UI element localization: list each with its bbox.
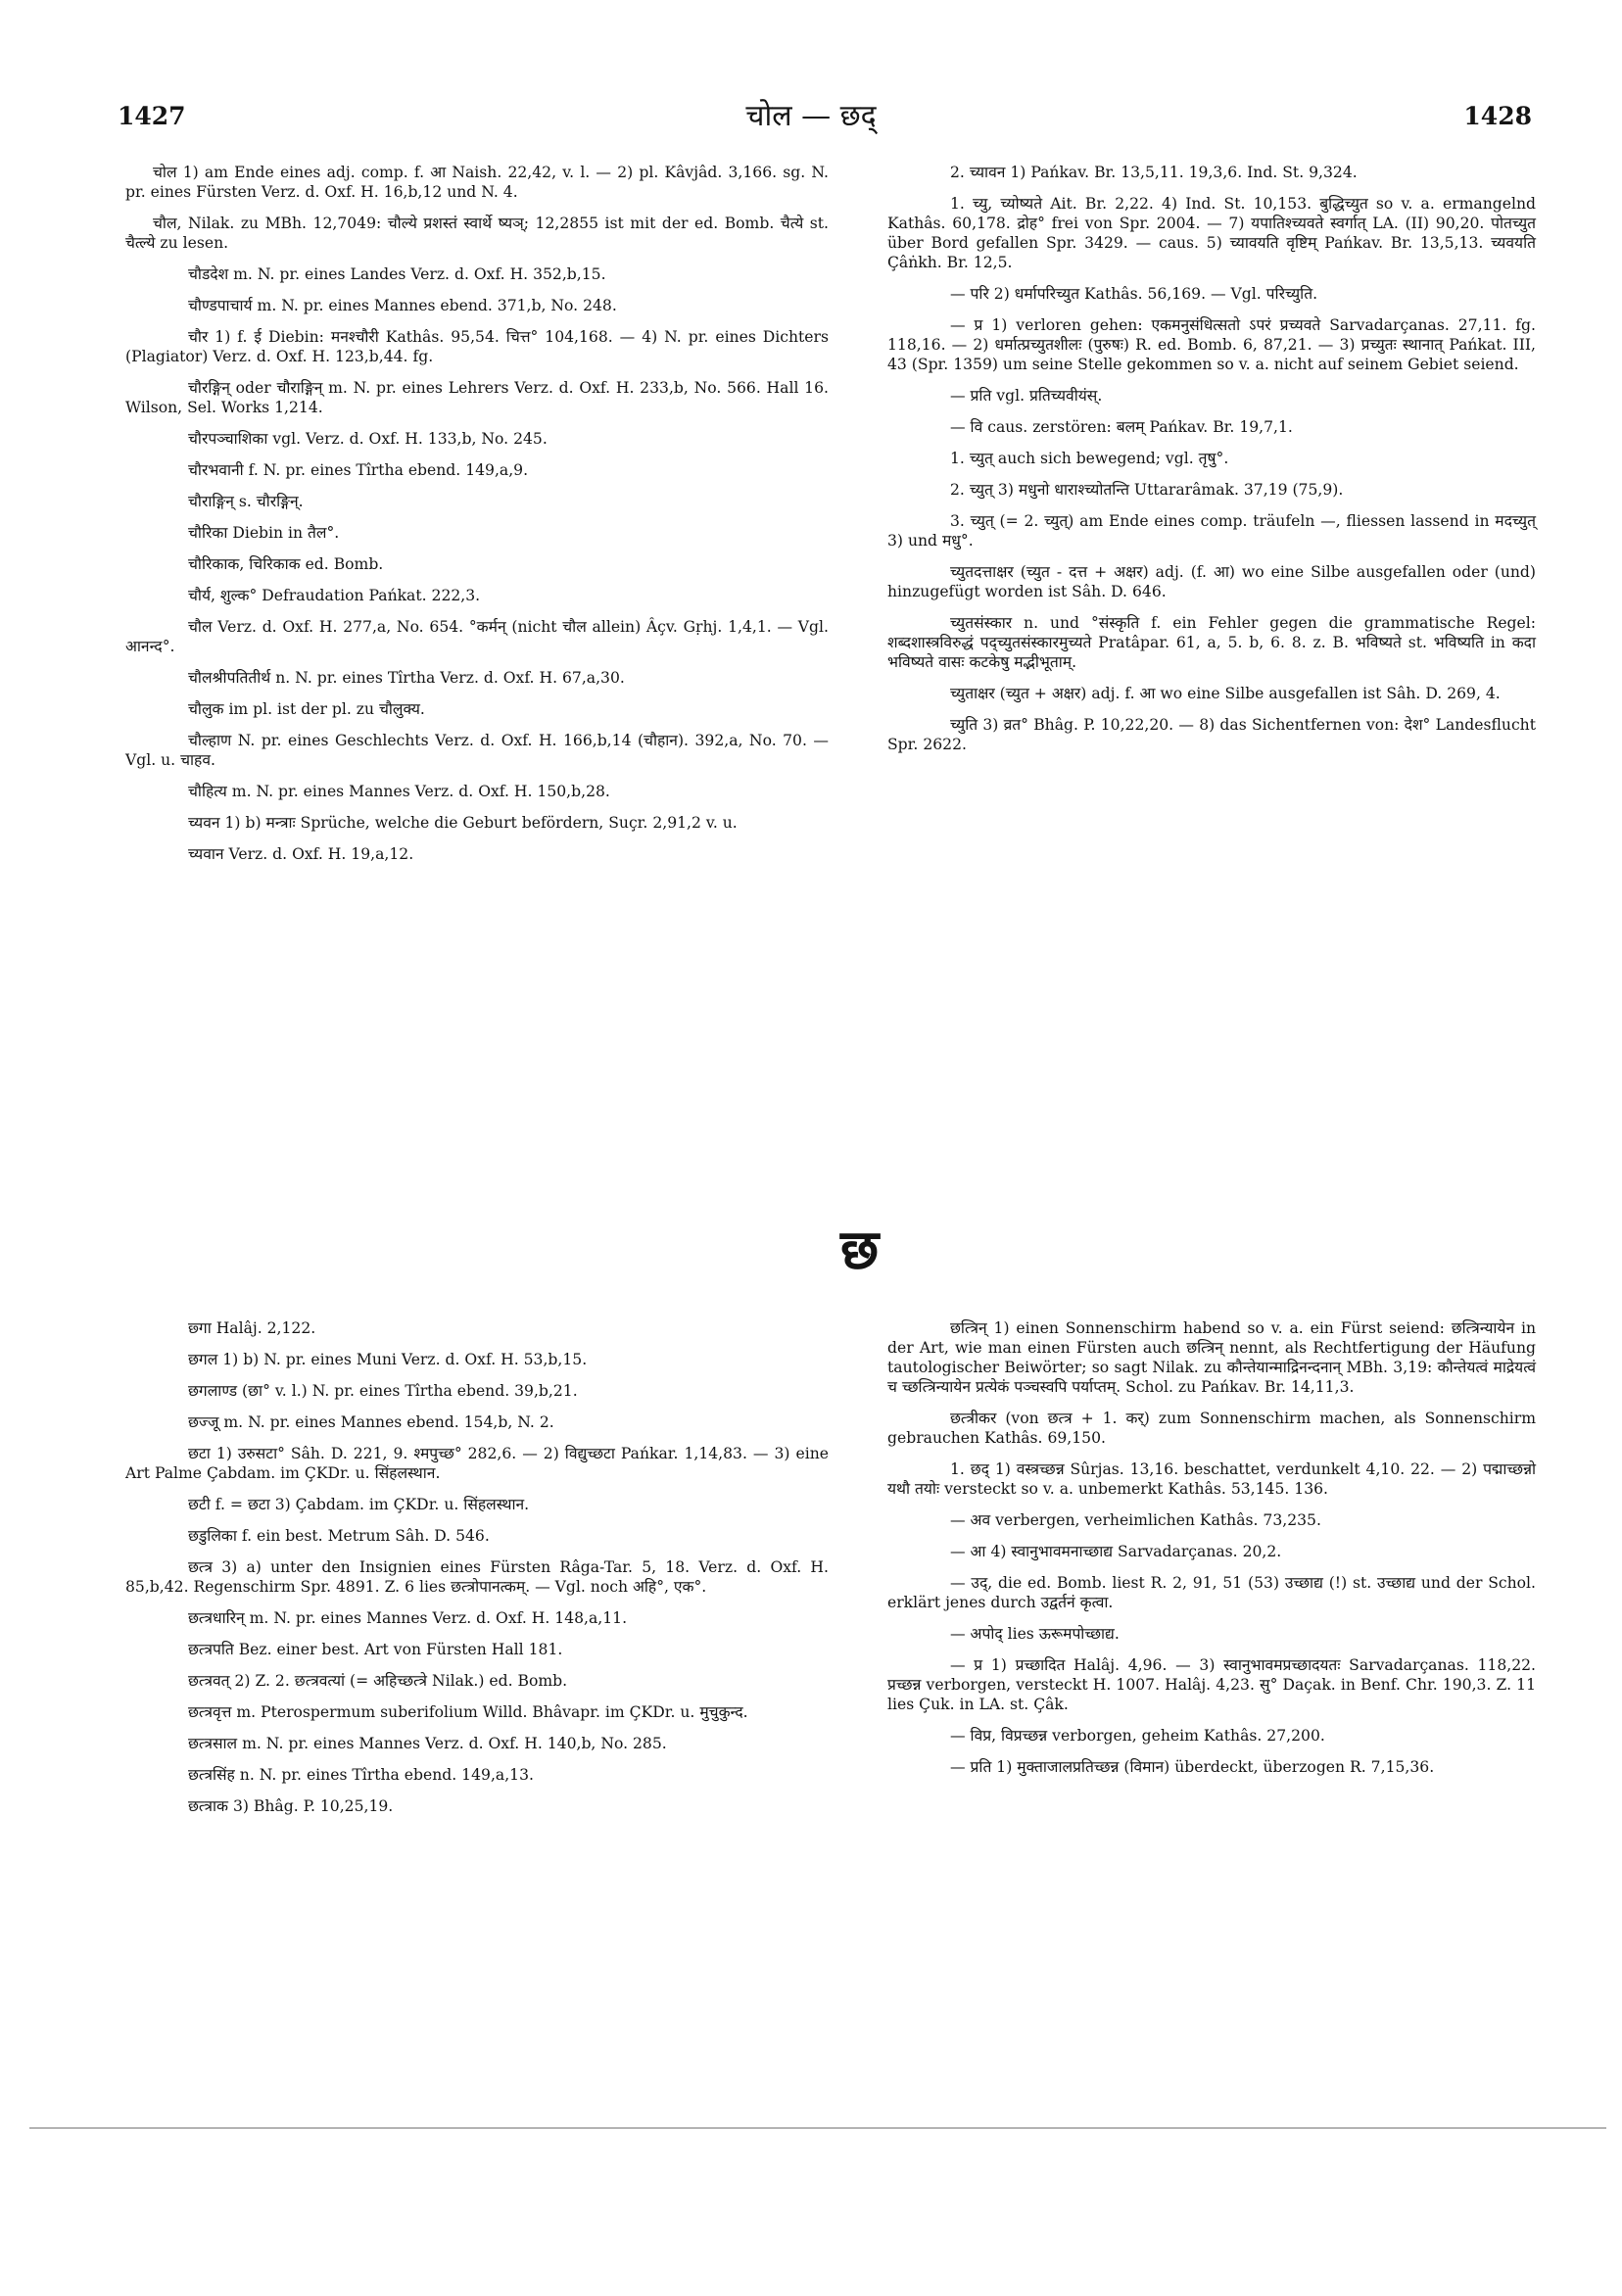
dictionary-entry: छत्त्रवत् 2) Z. 2. छत्त्रवत्यां (= अहिच्छत्त्रे Nilak.) ed. Bomb. bbox=[188, 1672, 568, 1690]
top-right-column bbox=[887, 163, 1536, 766]
dictionary-entry: च्युताक्षर (च्युत + अक्षर) adj. f. आ wo eine Silbe ausgefallen ist Sâh. D. 269, 4. bbox=[950, 685, 1501, 702]
footer-rule bbox=[29, 2128, 1606, 2129]
dictionary-entry: 2. च्युत् 3) मधुनो धाराश्च्योतन्ति Uttararâmak. 37,19 (75,9). bbox=[950, 481, 1344, 499]
dictionary-entry: चोल 1) am Ende eines adj. comp. f. आ Naish. 22,42, v. l. — 2) pl. Kâvjâd. 3,166. sg. N. pr. eines Fürsten Verz. d. Oxf. H. 16,b,12 und N. 4. bbox=[125, 164, 829, 201]
dictionary-entry: च्यवान Verz. d. Oxf. H. 19,a,12. bbox=[188, 845, 414, 863]
dictionary-entry: — प्रति 1) मुक्ताजालप्रतिच्छन्न (विमान) überdeckt, überzogen R. 7,15,36. bbox=[950, 1758, 1435, 1776]
dictionary-entry: — उद्, die ed. Bomb. liest R. 2, 91, 51 (53) उच्छाद्य (!) st. उच्छाद्य und der Schol. erklärt jenes durch उद्वर्तनं कृत्वा. bbox=[887, 1574, 1536, 1611]
dictionary-entry: चौरिकाक, चिरिकाक ed. Bomb. bbox=[188, 555, 384, 573]
dictionary-entry: — प्र 1) प्रच्छादित Halâj. 4,96. — 3) स्वानुभावमप्रच्छादयतः Sarvadarçanas. 118,22. प्रच्छन्न verborgen, versteckt H. 1007. Halâj. 4,23. सु° Daçak. in Benf. Chr. 190,3. Z. 11 lies Çuk. in LA. st. Çâk. bbox=[887, 1656, 1536, 1713]
dictionary-entry: 1. छद् 1) वस्त्रच्छन्न Sûrjas. 13,16. beschattet, verdunkelt 4,10. 22. — 2) पद्माच्छन्नो यथौ तयोः versteckt so v. a. unbemerkt Kathâs. 53,145. 136. bbox=[887, 1460, 1536, 1498]
dictionary-entry: छ्गा Halâj. 2,122. bbox=[188, 1319, 316, 1337]
dictionary-entry: छत्त्रसिंह n. N. pr. eines Tîrtha ebend. 149,a,13. bbox=[188, 1766, 534, 1784]
dictionary-entry: — वि caus. zerstören: बलम् Pańkav. Br. 19,7,1. bbox=[950, 418, 1293, 436]
dictionary-entry: छडुलिका f. ein best. Metrum Sâh. D. 546. bbox=[188, 1527, 490, 1545]
top-left-column bbox=[125, 163, 829, 876]
dictionary-entry: च्युति 3) व्रत° Bhâg. P. 10,22,20. — 8) das Sichentfernen von: देश° Landesflucht Spr. 2622. bbox=[887, 716, 1536, 753]
dictionary-entry: छत्त्रीकर (von छत्त्र + 1. कर्) zum Sonnenschirm machen, als Sonnenschirm gebrauchen Kathâs. 69,150. bbox=[887, 1410, 1536, 1447]
dictionary-entry: च्यवन 1) b) मन्त्राः Sprüche, welche die Geburt befördern, Suçr. 2,91,2 v. u. bbox=[188, 814, 738, 832]
dictionary-entry: — आ 4) स्वानुभावमनाच्छाद्य Sarvadarçanas. 20,2. bbox=[950, 1543, 1282, 1560]
dictionary-entry: चौल, Nilak. zu MBh. 12,7049: चौल्ये प्रशस्तं स्वार्थे ष्यञ्; 12,2855 ist mit der ed. Bomb. चैत्ये st. चैत्ल्ये zu lesen. bbox=[125, 215, 829, 252]
dictionary-entry: चौल्हाण N. pr. eines Geschlechts Verz. d. Oxf. H. 166,b,14 (चौहान). 392,a, No. 70. — Vgl. u. चाहव. bbox=[125, 732, 829, 769]
dictionary-entry: चौरङ्गिन् oder चौराङ्गिन् m. N. pr. eines Lehrers Verz. d. Oxf. H. 233,b, No. 566. Hall 16. Wilson, Sel. Works 1,214. bbox=[125, 379, 829, 416]
dictionary-entry: छत्त्रवृत्त m. Pterospermum suberifolium Willd. Bhâvapr. im ÇKDr. u. मुचुकुन्द. bbox=[188, 1703, 748, 1721]
running-head: चोल — छद् bbox=[745, 99, 877, 133]
dictionary-entry: — परि 2) धर्मापरिच्युत Kathâs. 56,169. — Vgl. परिच्युति. bbox=[950, 285, 1318, 303]
dictionary-entry: 2. च्यावन 1) Pańkav. Br. 13,5,11. 19,3,6. Ind. St. 9,324. bbox=[950, 164, 1358, 181]
dictionary-entry: छत्त्रिन् 1) einen Sonnenschirm habend so v. a. ein Fürst seiend: छत्त्रिन्यायेन in der Art, wie man einen Fürsten auch छत्त्रिन् nennt, als Rechtfertigung der Häufung tautologischer Beiwörter; so sagt Nilak. zu कौन्तेयान्माद्रिनन्दनान् MBh. 3,19: कौन्तेयत्वं माद्रेयत्वं च च्छत्त्रिन्यायेन प्रत्येकं पञ्चस्वपि पर्याप्तम्. Schol. zu Pańkav. Br. 14,11,3. bbox=[887, 1319, 1536, 1396]
dictionary-entry: चौरपञ्चाशिका vgl. Verz. d. Oxf. H. 133,b, No. 245. bbox=[188, 430, 548, 448]
dictionary-entry: छत्त्र 3) a) unter den Insignien eines Fürsten Râga-Tar. 5, 18. Verz. d. Oxf. H. 85,b,42. Regenschirm Spr. 4891. Z. 6 lies छत्त्रोपानत्कम्. — Vgl. noch अहि°, एक°. bbox=[125, 1558, 829, 1596]
dictionary-entry: छटा 1) उरुसटा° Sâh. D. 221, 9. श्मपुच्छ° 282,6. — 2) विद्युच्छटा Pańkar. 1,14,83. — 3) eine Art Palme Çabdam. im ÇKDr. u. सिंहलस्थान. bbox=[125, 1445, 829, 1482]
dictionary-entry: चौलश्रीपतितीर्थ n. N. pr. eines Tîrtha Verz. d. Oxf. H. 67,a,30. bbox=[188, 669, 625, 687]
dictionary-entry: चौर 1) f. ई Diebin: मनश्चौरी Kathâs. 95,54. चित्त° 104,168. — 4) N. pr. eines Dichters (Plagiator) Verz. d. Oxf. H. 123,b,44. fg. bbox=[125, 328, 829, 365]
left-column-number: 1427 bbox=[118, 102, 186, 130]
dictionary-entry: चौरभवानी f. N. pr. eines Tîrtha ebend. 149,a,9. bbox=[188, 461, 529, 479]
right-column-number: 1428 bbox=[1463, 102, 1532, 130]
dictionary-entry: चौराङ्गिन् s. चौरङ्गिन्. bbox=[188, 493, 304, 510]
dictionary-entry: — अव verbergen, verheimlichen Kathâs. 73,235. bbox=[950, 1511, 1321, 1529]
dictionary-entry: छत्त्रपति Bez. einer best. Art von Fürsten Hall 181. bbox=[188, 1641, 563, 1658]
dictionary-entry: चौण्डपाचार्य m. N. pr. eines Mannes ebend. 371,b, No. 248. bbox=[188, 297, 617, 314]
page-header bbox=[0, 94, 1622, 143]
dictionary-entry: छगल 1) b) N. pr. eines Muni Verz. d. Oxf. H. 53,b,15. bbox=[188, 1351, 588, 1368]
dictionary-entry: चौडदेश m. N. pr. eines Landes Verz. d. Oxf. H. 352,b,15. bbox=[188, 265, 606, 283]
dictionary-entry: च्युतसंस्कार n. und °संस्कृति f. ein Fehler gegen die grammatische Regel: शब्दशास्त्रविरुद्धं पद्च्युतसंस्कारमुच्यते Pratâpar. 61, a, 5. b, 6. 8. z. B. भविष्यते st. भविष्यति in कदा भविष्यते वासः कटकेषु मद्भीभूताम्. bbox=[887, 614, 1536, 671]
dictionary-entry: छत्त्रधारिन् m. N. pr. eines Mannes Verz. d. Oxf. H. 148,a,11. bbox=[188, 1609, 628, 1627]
bottom-right-column bbox=[887, 1318, 1536, 1789]
dictionary-entry: छत्त्रसाल m. N. pr. eines Mannes Verz. d. Oxf. H. 140,b, No. 285. bbox=[188, 1735, 667, 1752]
dictionary-entry: छगलाण्ड (छा° v. l.) N. pr. eines Tîrtha ebend. 39,b,21. bbox=[188, 1382, 578, 1400]
dictionary-entry: — विप्र, विप्रच्छन्न verborgen, geheim Kathâs. 27,200. bbox=[950, 1727, 1325, 1745]
dictionary-entry: चौलुक im pl. ist der pl. zu चौलुक्य. bbox=[188, 700, 425, 718]
dictionary-entry: छज्जू m. N. pr. eines Mannes ebend. 154,b, N. 2. bbox=[188, 1413, 554, 1431]
dictionary-entry: — प्रति vgl. प्रतिच्यवीयंस्. bbox=[950, 387, 1103, 405]
dictionary-entry: — प्र 1) verloren gehen: एकमनुसंधित्सतो ऽपरं प्रच्यवते Sarvadarçanas. 27,11. fg. 118,16. — 2) धर्मात्प्रच्युतशीलः (पुरुषः) R. ed. Bomb. 6, 87,21. — 3) प्रच्युतः स्थानात् Pańkat. III, 43 (Spr. 1359) um seine Stelle gekommen so v. a. nicht auf seinem Gebiet seiend. bbox=[887, 316, 1536, 373]
section-letter-heading: छ bbox=[840, 1218, 880, 1282]
dictionary-entry: — अपोद् lies ऊरूमपोच्छाद्य. bbox=[950, 1625, 1120, 1643]
bottom-left-column bbox=[125, 1318, 829, 1828]
dictionary-entry: छटी f. = छटा 3) Çabdam. im ÇKDr. u. सिंहलस्थान. bbox=[188, 1496, 530, 1513]
dictionary-entry: 3. च्युत् (= 2. च्युत्) am Ende eines comp. träufeln —, fliessen lassend in मदच्युत् 3) und मधु°. bbox=[887, 512, 1536, 550]
dictionary-entry: चौरिका Diebin in तैल°. bbox=[188, 524, 340, 542]
dictionary-entry: 1. च्यु, च्योष्यते Ait. Br. 2,22. 4) Ind. St. 10,153. बुद्धिच्युत so v. a. ermangelnd Kathâs. 60,178. द्रोह° frei von Spr. 2004. — 7) यपातिश्च्यवते स्वर्गात् LA. (II) 90,20. पोतच्युत über Bord gefallen Spr. 3429. — caus. 5) च्यावयति वृष्टिम् Pańkav. Br. 13,5,13. च्यवयति Çâṅkh. Br. 12,5. bbox=[887, 195, 1536, 271]
dictionary-entry: चौर्य, शुल्क° Defraudation Pańkat. 222,3. bbox=[188, 587, 481, 604]
dictionary-entry: च्युतदत्ताक्षर (च्युत - दत्त + अक्षर) adj. (f. आ) wo eine Silbe ausgefallen oder (und) hinzugefügt worden ist Sâh. D. 646. bbox=[887, 563, 1536, 600]
dictionary-entry: चौहित्य m. N. pr. eines Mannes Verz. d. Oxf. H. 150,b,28. bbox=[188, 783, 610, 800]
dictionary-entry: छत्त्राक 3) Bhâg. P. 10,25,19. bbox=[188, 1797, 394, 1815]
dictionary-entry: चौल Verz. d. Oxf. H. 277,a, No. 654. °कर्मन् (nicht चौल allein) Âçv. Gṛhj. 1,4,1. — Vgl. आनन्द°. bbox=[125, 618, 829, 655]
dictionary-entry: 1. च्युत् auch sich bewegend; vgl. तृषु°. bbox=[950, 450, 1229, 467]
